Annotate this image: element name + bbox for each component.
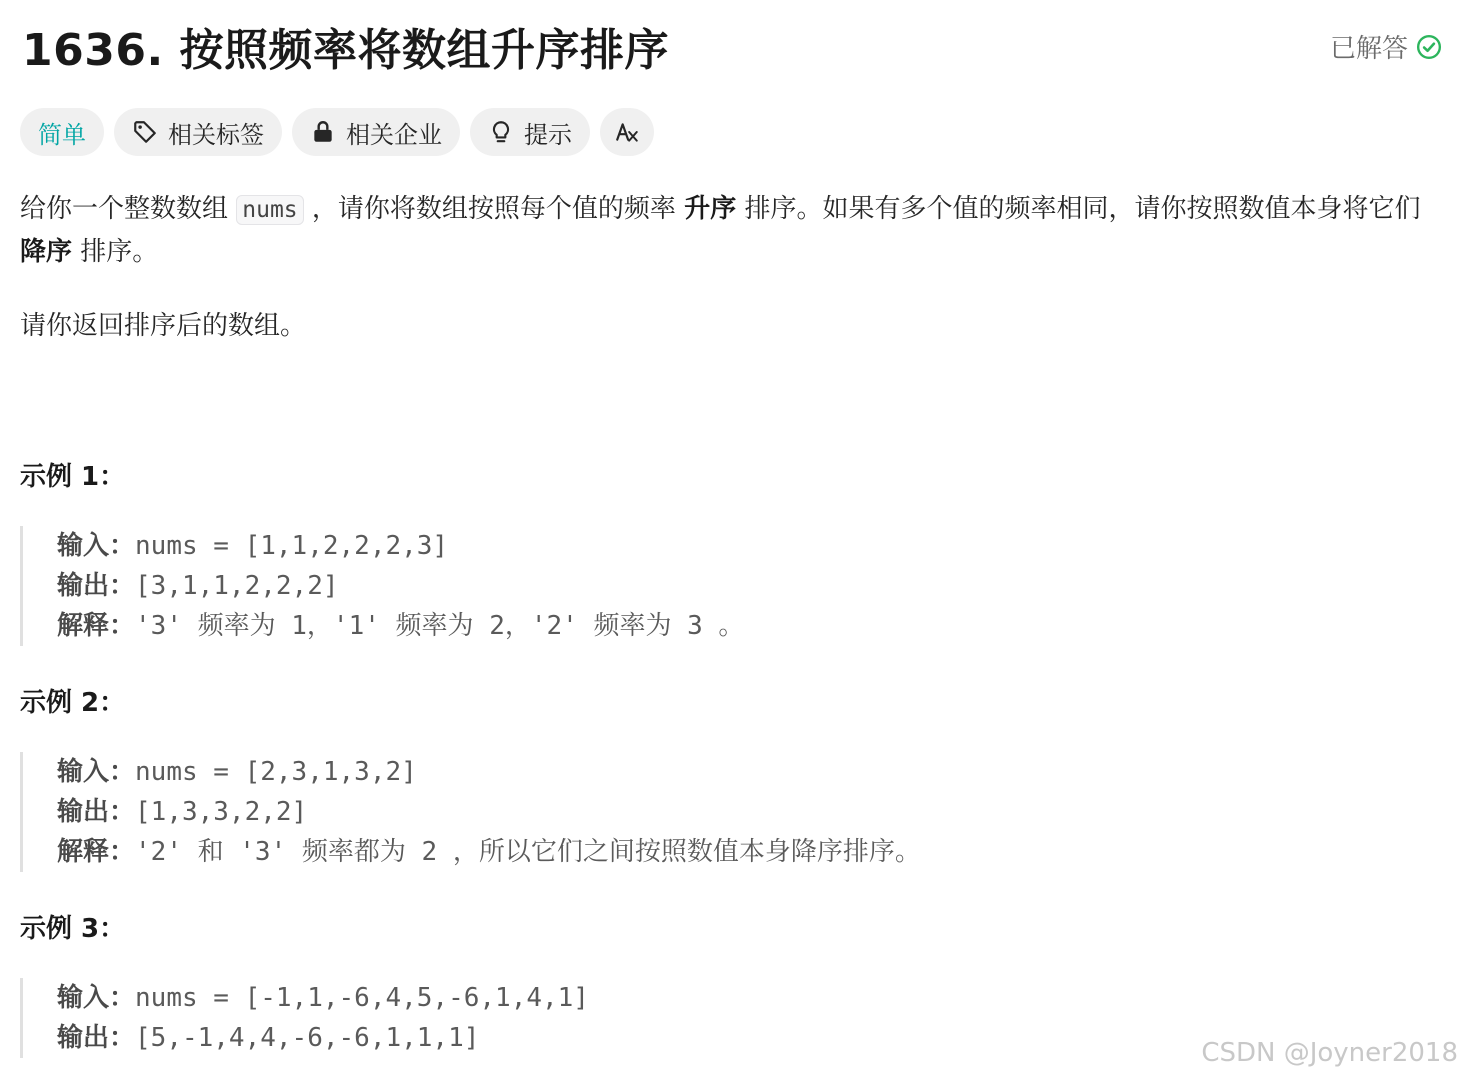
- explain-label: 解释：: [57, 611, 136, 641]
- example-block: [20, 526, 744, 646]
- output-label: 输出：: [57, 1023, 136, 1053]
- input-label: 输入：: [57, 531, 136, 561]
- inline-code-nums: nums: [236, 195, 303, 225]
- hint-label: 提示: [524, 120, 572, 149]
- example-explanation: '3' 频率为 1，'1' 频率为 2，'2' 频率为 3 。: [135, 611, 745, 641]
- desc-text: 排序。: [72, 237, 159, 267]
- lightbulb-icon: [488, 119, 514, 145]
- desc-text: ，请你将数组按照每个值的频率: [303, 194, 685, 224]
- output-label: 输出：: [57, 797, 136, 827]
- desc-text: 排序。如果有多个值的频率相同，请你按照数值本身将它们: [736, 194, 1421, 224]
- translate-button[interactable]: [600, 108, 654, 156]
- related-tags-label: 相关标签: [168, 120, 264, 149]
- example-output: [5,-1,4,4,-6,-6,1,1,1]: [135, 1023, 480, 1053]
- example-output: [3,1,1,2,2,2]: [135, 571, 339, 601]
- watermark: CSDN @Joyner2018: [1201, 1038, 1458, 1068]
- example-title: 示例 3：: [20, 914, 126, 944]
- desc-bold-descending: 降序: [20, 237, 73, 267]
- solved-status: [1330, 28, 1442, 65]
- difficulty-badge[interactable]: [20, 108, 104, 156]
- description-return: 请你返回排序后的数组。: [20, 311, 307, 341]
- explain-label: 解释：: [57, 837, 136, 867]
- desc-text: 给你一个整数数组: [20, 194, 237, 224]
- check-circle-icon: [1416, 34, 1442, 60]
- related-tags-button[interactable]: [114, 108, 282, 156]
- example-input: nums = [-1,1,-6,4,5,-6,1,4,1]: [135, 983, 589, 1013]
- input-label: 输入：: [57, 983, 136, 1013]
- example-output: [1,3,3,2,2]: [135, 797, 308, 827]
- hint-button[interactable]: [470, 108, 590, 156]
- output-label: 输出：: [57, 571, 136, 601]
- translate-icon: [614, 119, 640, 145]
- example-explanation: '2' 和 '3' 频率都为 2 ，所以它们之间按照数值本身降序排序。: [135, 837, 921, 867]
- difficulty-label: 简单: [38, 120, 86, 149]
- related-companies-label: 相关企业: [346, 120, 442, 149]
- desc-bold-ascending: 升序: [684, 194, 737, 224]
- example-block: [20, 752, 921, 872]
- input-label: 输入：: [57, 757, 136, 787]
- example-input: nums = [2,3,1,3,2]: [135, 757, 417, 787]
- lock-icon: [310, 119, 336, 145]
- example-input: nums = [1,1,2,2,2,3]: [135, 531, 449, 561]
- description-paragraph: [20, 188, 1438, 273]
- related-companies-button[interactable]: [292, 108, 460, 156]
- tag-bar: [20, 108, 654, 156]
- problem-title: 1636. 按照频率将数组升序排序: [22, 25, 669, 76]
- tag-icon: [132, 119, 158, 145]
- example-block: [20, 978, 589, 1058]
- example-title: 示例 1：: [20, 462, 126, 492]
- solved-label: 已解答: [1329, 34, 1408, 64]
- example-title: 示例 2：: [20, 688, 126, 718]
